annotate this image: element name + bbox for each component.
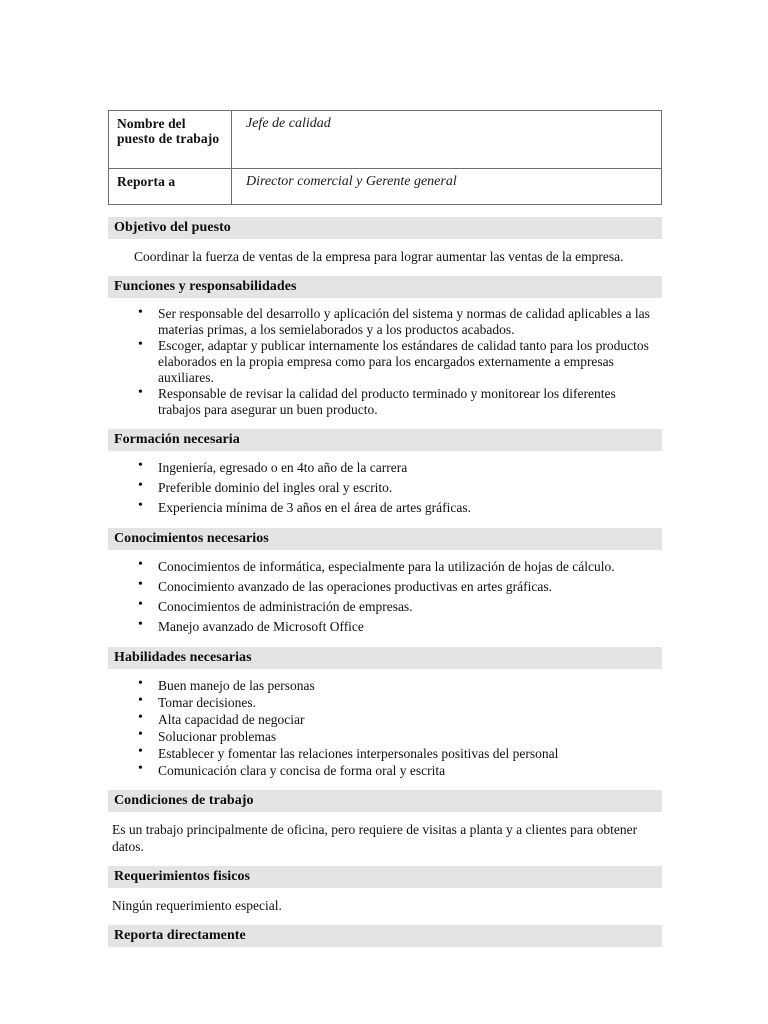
list-item: • Preferible dominio del ingles oral y escrito. xyxy=(108,479,658,497)
section-heading-requerimientos: Requerimientos fisicos xyxy=(108,866,662,888)
list-item: • Solucionar problemas xyxy=(108,728,658,745)
section-heading-reporta-directamente: Reporta directamente xyxy=(108,925,662,947)
table-cell-value-reports-to: Director comercial y Gerente general xyxy=(232,169,662,205)
list-item: • Ser responsable del desarrollo y aplicación del sistema y normas de calidad aplicables a las materias primas, a los semielaborados y a los productos acabados. xyxy=(108,306,658,338)
list-item: • Comunicación clara y concisa de forma oral y escrita xyxy=(108,762,658,779)
section-paragraph-objetivo: Coordinar la fuerza de ventas de la empresa para lograr aumentar las ventas de la empresa. xyxy=(134,249,624,264)
document-content xyxy=(108,110,662,947)
list-item: • Conocimientos de informática, especialmente para la utilización de hojas de cálculo. xyxy=(108,558,658,576)
section-heading-conocimientos: Conocimientos necesarios xyxy=(108,528,662,550)
list-item: • Responsable de revisar la calidad del producto terminado y monitorear los diferentes trabajos para asegurar un buen producto. xyxy=(108,386,658,418)
list-item: • Manejo avanzado de Microsoft Office xyxy=(108,618,658,636)
section-list-funciones xyxy=(108,306,662,418)
section-list-formacion xyxy=(108,459,662,517)
section-list-conocimientos xyxy=(108,558,662,636)
table-row xyxy=(109,169,662,205)
list-item: • Experiencia mínima de 3 años en el área de artes gráficas. xyxy=(108,499,658,517)
section-list-habilidades xyxy=(108,677,662,779)
list-item: • Ingeniería, egresado o en 4to año de la carrera xyxy=(108,459,658,477)
section-heading-condiciones: Condiciones de trabajo xyxy=(108,790,662,812)
table-cell-value-job-title: Jefe de calidad xyxy=(232,111,662,169)
section-heading-habilidades: Habilidades necesarias xyxy=(108,647,662,669)
table-cell-label-job-title: Nombre del puesto de trabajo xyxy=(109,111,232,169)
section-paragraph-requerimientos: Ningún requerimiento especial. xyxy=(112,898,282,913)
section-heading-objetivo: Objetivo del puesto xyxy=(108,217,662,239)
list-item: • Buen manejo de las personas xyxy=(108,677,658,694)
list-item: • Conocimiento avanzado de las operaciones productivas en artes gráficas. xyxy=(108,578,658,596)
job-header-table xyxy=(108,110,662,205)
table-cell-label-reports-to: Reporta a xyxy=(109,169,232,205)
list-item: • Escoger, adaptar y publicar internamente los estándares de calidad tanto para los productos elaborados en la propia empresa como para los encargados externamente a empresas auxiliares. xyxy=(108,338,658,386)
table-row xyxy=(109,111,662,169)
section-heading-formacion: Formación necesaria xyxy=(108,429,662,451)
list-item: • Establecer y fomentar las relaciones interpersonales positivas del personal xyxy=(108,745,658,762)
list-item: • Conocimientos de administración de empresas. xyxy=(108,598,658,616)
list-item: • Alta capacidad de negociar xyxy=(108,711,658,728)
list-item: • Tomar decisiones. xyxy=(108,694,658,711)
section-heading-funciones: Funciones y responsabilidades xyxy=(108,276,662,298)
section-paragraph-condiciones: Es un trabajo principalmente de oficina, pero requiere de visitas a planta y a clientes para obtener datos. xyxy=(112,822,638,854)
